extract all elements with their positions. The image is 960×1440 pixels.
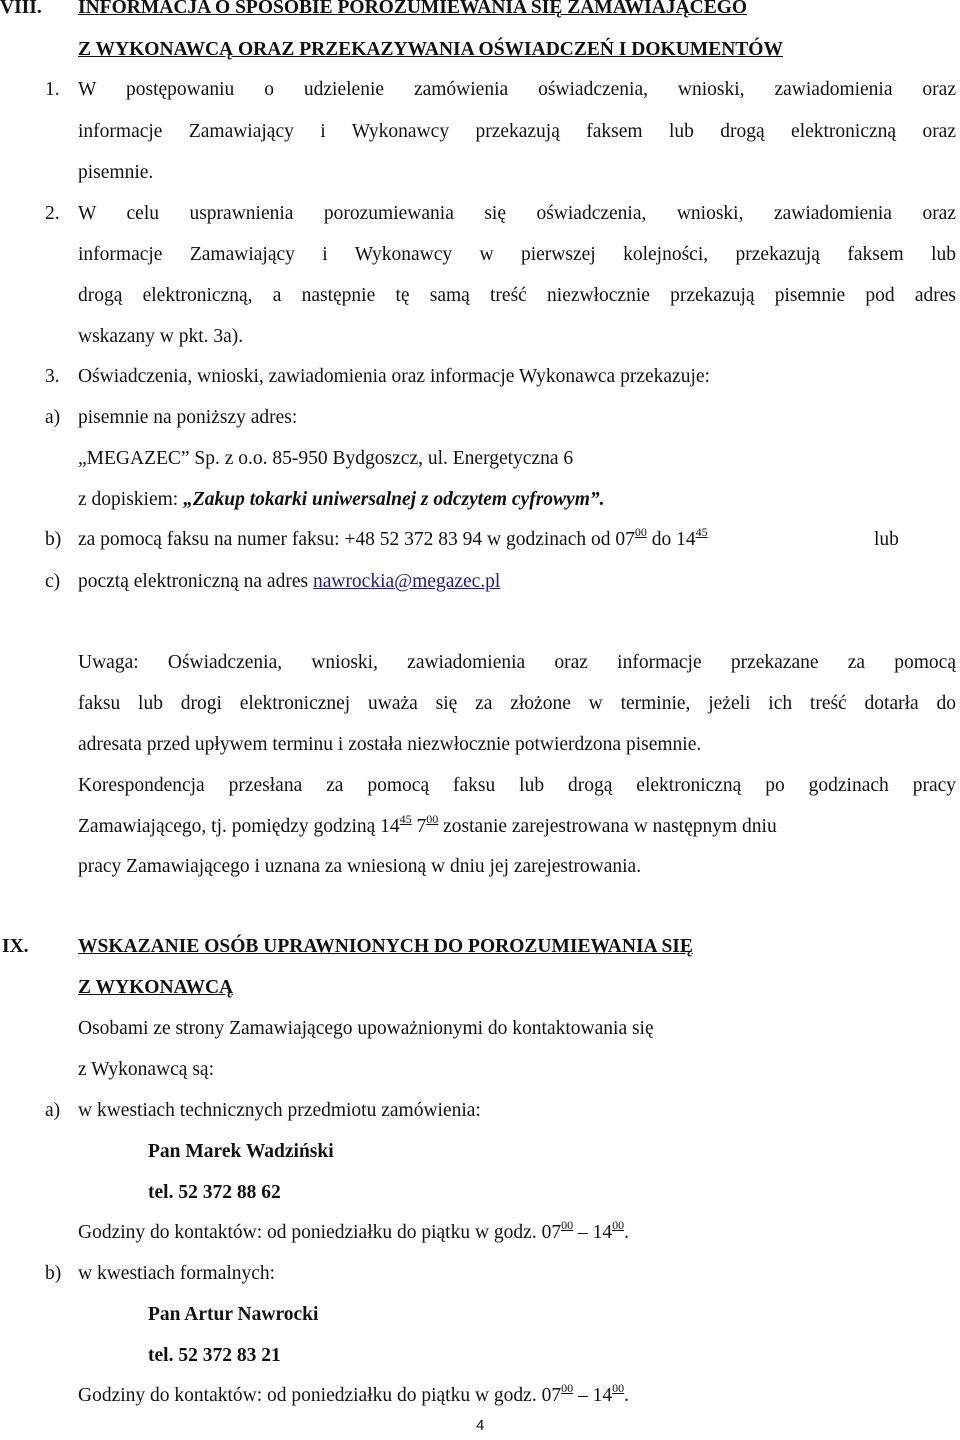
contact-a-hours-end: . [624,1222,629,1243]
section-9-title-line2: Z WYKONAWCĄ [78,977,234,998]
envelope-note [78,488,605,512]
correspondence-text-c: zostanie zarejestrowana w następnym dniu [438,816,777,837]
option-a-label: a) [45,407,61,428]
contacts-intro-line2: z Wykonawcą są: [78,1059,214,1080]
fax-hour-from-sup: 00 [634,525,647,539]
contact-b-label: b) [45,1263,62,1284]
contact-b-phone: tel. 52 372 83 21 [148,1345,281,1366]
correspondence-line1: Korespondencja przesłana za pomocą faksu lub drogą elektroniczną po godzinach pracy [78,775,956,796]
contact-b-hours [78,1381,629,1408]
point-2-line4: wskazany w pkt. 3a). [78,326,244,347]
contact-b-hours-sup1: 00 [561,1381,574,1395]
contact-a-hours [78,1218,629,1245]
section-8-title-line2: Z WYKONAWCĄ ORAZ PRZEKAZYWANIA OŚWIADCZEŃ I DOKUMENTÓW [78,39,783,60]
email-text: pocztą elektroniczną na adres [78,571,313,592]
fax-or: lub [874,529,899,550]
contact-b-hours-sup2: 00 [612,1381,625,1395]
contact-a-hours-text: Godziny do kontaktów: od poniedziałku do piątku w godz. 07 [78,1222,562,1243]
point-3-number: 3. [45,366,60,387]
correspondence-sup2: 00 [426,812,439,826]
envelope-note-prefix: z dopiskiem: [78,489,184,510]
contact-b-topic: w kwestiach formalnych: [78,1263,276,1284]
contact-a-label: a) [45,1100,61,1121]
note-line3: adresata przed upływem terminu i została niezwłocznie potwierdzona pisemnie. [78,734,702,755]
note-line2: faksu lub drogi elektronicznej uważa się za złożone w terminie, jeżeli ich treść dotarła do [78,693,956,714]
fax-text: za pomocą faksu na numer faksu: +48 52 372 83 94 w godzinach od 07 [78,529,635,550]
envelope-note-subject: „Zakup tokarki uniwersalnej z odczytem cyfrowym”. [183,489,605,510]
fax-text-to: do 14 [646,529,696,550]
section-9-title-line1: WSKAZANIE OSÓB UPRAWNIONYCH DO POROZUMIEWANIA SIĘ [78,936,693,957]
contact-b-hours-mid: – 14 [573,1385,613,1406]
contact-a-phone: tel. 52 372 88 62 [148,1182,281,1203]
point-2-line1: W celu usprawnienia porozumiewania się oświadczenia, wnioski, zawiadomienia oraz [78,203,956,224]
contact-a-hours-mid: – 14 [573,1222,613,1243]
correspondence-text-a: Zamawiającego, tj. pomiędzy godziną 14 [78,816,400,837]
correspondence-line3: pracy Zamawiającego i uznana za wniesioną w dniu jej zarejestrowania. [78,856,642,877]
point-1-number: 1. [45,79,60,100]
section-8-title-line1: INFORMACJA O SPOSOBIE POROZUMIEWANIA SIĘ ZAMAWIAJĄCEGO [78,0,748,18]
point-1-line2: informacje Zamawiający i Wykonawcy przekazują faksem lub drogą elektroniczną oraz [78,121,956,142]
section-8-number: VIII. [0,0,42,18]
contact-a-name: Pan Marek Wadziński [148,1141,334,1162]
email-line [78,570,500,594]
point-3-line1: Oświadczenia, wnioski, zawiadomienia oraz informacje Wykonawca przekazuje: [78,366,710,387]
page-number: 4 [476,1417,485,1434]
postal-address: „MEGAZEC” Sp. z o.o. 85-950 Bydgoszcz, ul. Energetyczna 6 [78,448,574,469]
fax-hour-to-sup: 45 [695,525,708,539]
point-1-line1: W postępowaniu o udzielenie zamówienia oświadczenia, wnioski, zawiadomienia oraz [78,79,956,100]
point-2-line3: drogą elektroniczną, a następnie tę samą treść niezwłocznie przekazują pisemnie pod adres [78,285,956,306]
contact-b-hours-end: . [624,1385,629,1406]
contact-b-hours-text: Godziny do kontaktów: od poniedziałku do piątku w godz. 07 [78,1385,562,1406]
note-line1: Uwaga: Oświadczenia, wnioski, zawiadomienia oraz informacje przekazane za pomocą [78,652,956,673]
point-2-line2: informacje Zamawiający i Wykonawcy w pierwszej kolejności, przekazują faksem lub [78,244,956,265]
contact-b-name: Pan Artur Nawrocki [148,1304,319,1325]
email-link[interactable]: nawrockia@megazec.pl [312,571,501,592]
option-a-text: pisemnie na poniższy adres: [78,407,298,428]
option-c-label: c) [45,571,61,592]
contact-a-hours-sup1: 00 [561,1218,574,1232]
contact-a-topic: w kwestiach technicznych przedmiotu zamówienia: [78,1100,481,1121]
correspondence-line2 [78,812,777,839]
correspondence-text-b: 7 [411,816,427,837]
point-1-line3: pisemnie. [78,162,154,183]
correspondence-sup1: 45 [399,812,412,826]
section-9-number: IX. [2,936,29,957]
point-2-number: 2. [45,203,60,224]
contacts-intro-line1: Osobami ze strony Zamawiającego upoważnionymi do kontaktowania się [78,1018,654,1039]
option-b-label: b) [45,529,62,550]
contact-a-hours-sup2: 00 [612,1218,625,1232]
fax-line [78,525,708,552]
